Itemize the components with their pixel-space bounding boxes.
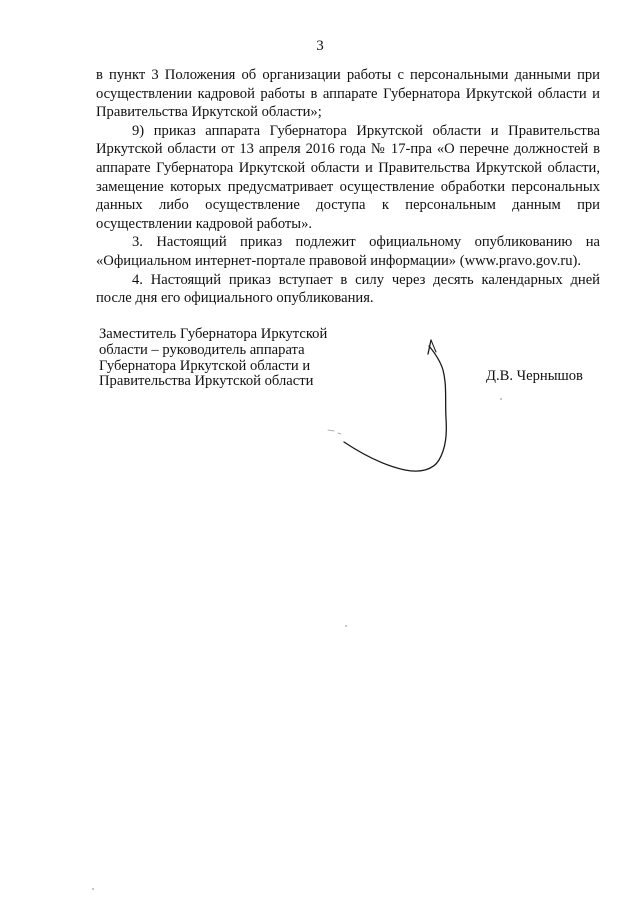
signatory-name: Д.В. Чернышов bbox=[486, 368, 583, 384]
scan-speck bbox=[92, 888, 94, 890]
signatory-position-line: Правительства Иркутской области bbox=[99, 373, 314, 390]
paragraph-continuation: в пункт 3 Положения об организации работы с персональными данными при осуществлении кадровой работы в аппарате Губернатора Иркутской области и Правительства Иркутской области»; bbox=[96, 67, 600, 121]
paragraph-item-3: 3. Настоящий приказ подлежит официальному опубликованию на «Официальном интернет-портале правовой информации» (www.pravo.gov.ru). bbox=[96, 234, 600, 269]
scan-speck bbox=[345, 625, 347, 627]
signatory-position-line: Губернатора Иркутской области и bbox=[99, 357, 311, 374]
paragraph-item-9: 9) приказ аппарата Губернатора Иркутской области и Правительства Иркутской области от 13 апреля 2016 года № 17-пра «О перечне должностей в аппарате Губернатора Иркутской области и Правительства Иркутской области, замещение которых предусматривает осуществление обработки персональных данных либо осуществление доступа к персональным данным при осуществлении кадровой работы». bbox=[96, 122, 600, 232]
handwritten-signature bbox=[300, 330, 470, 480]
paragraph-item-4: 4. Настоящий приказ вступает в силу через десять календарных дней после дня его официального опубликования. bbox=[96, 271, 600, 307]
document-body bbox=[96, 66, 600, 308]
signatory-position-line: области – руководитель аппарата bbox=[99, 341, 305, 358]
signatory-position-line: Заместитель Губернатора Иркутской bbox=[99, 326, 328, 342]
page-number: 3 bbox=[316, 38, 324, 54]
scan-speck bbox=[500, 398, 502, 400]
